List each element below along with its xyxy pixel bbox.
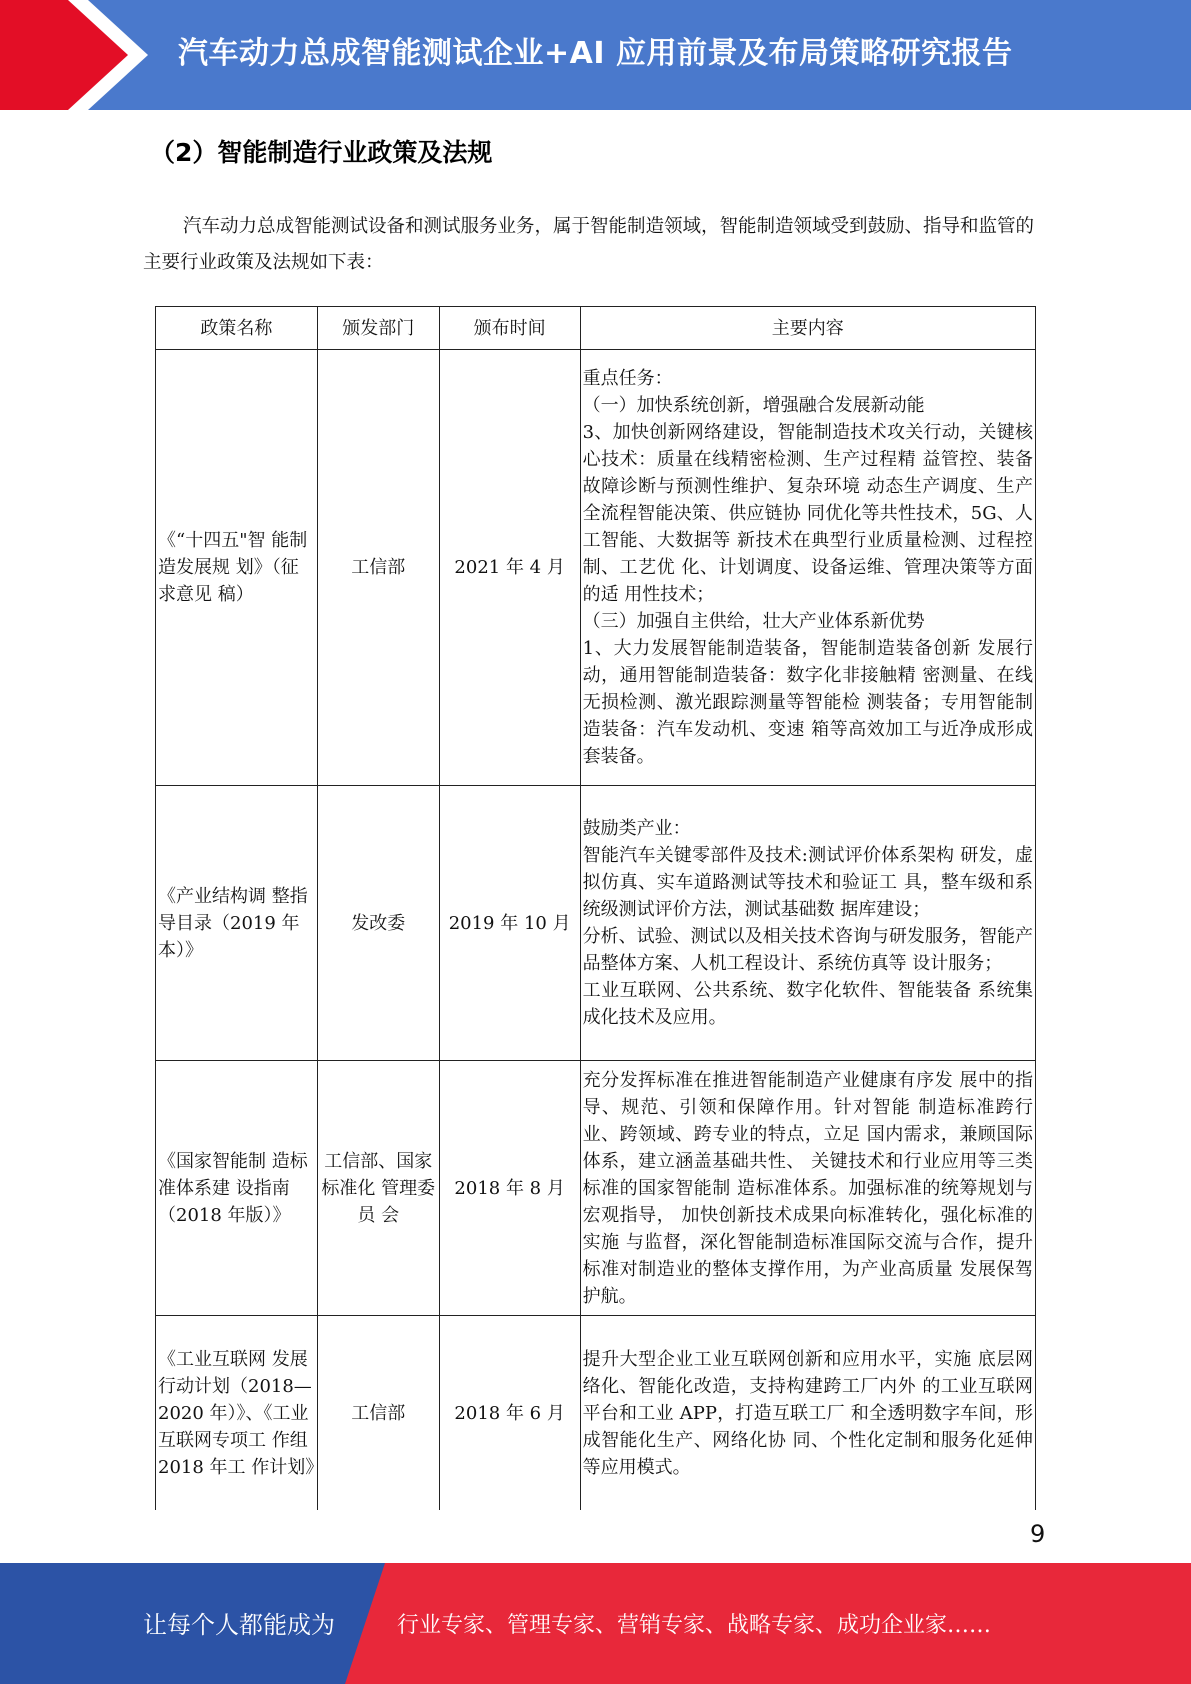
content-line: 智能汽车关键零部件及技术:测试评价体系架构 研发，虚拟仿真、实车道路测试等技术和验证工 具，整车级和系统级测试评价方法，测试基础数 据库建设；: [582, 845, 1033, 920]
policy-date: 2018 年 8 月: [439, 1061, 580, 1316]
report-title: 汽车动力总成智能测试企业+AI 应用前景及布局策略研究报告: [178, 36, 1013, 71]
policy-department: 工信部: [317, 1316, 439, 1511]
table-row: [156, 1316, 1036, 1511]
policy-date: 2021 年 4 月: [439, 350, 580, 786]
policy-department: 发改委: [317, 786, 439, 1061]
policy-table: [155, 306, 1036, 1510]
content-line: 1、大力发展智能制造装备，智能制造装备创新 发展行动，通用智能制造装备：数字化非接触精 密测量、在线无损检测、激光跟踪测量等智能检 测装备；专用智能制造装备：汽车发动机、变速 箱等高效加工与近净成形成套装备。: [582, 638, 1033, 767]
policy-content: [580, 786, 1035, 1061]
content-line: （三）加强自主供给，壮大产业体系新优势: [582, 611, 925, 632]
page-header: [0, 0, 1191, 110]
content-line: 提升大型企业工业互联网创新和应用水平，实施 底层网络化、智能化改造，支持构建跨工厂内外 的工业互联网平台和工业 APP，打造互联工厂 和全透明数字车间，形成智能化生产、网络化协 同、个性化定制和服务化延伸等应用模式。: [582, 1348, 1033, 1478]
content-line: （一）加快系统创新，增强融合发展新动能: [582, 395, 925, 416]
page-footer: [0, 1563, 1191, 1684]
content-line: 鼓励类产业：: [582, 818, 691, 839]
policy-department: 工信部: [317, 350, 439, 786]
policy-name: 《国家智能制 造标准体系建 设指南（2018 年版）》: [156, 1061, 318, 1316]
policy-content: [580, 1061, 1035, 1316]
table-row: [156, 786, 1036, 1061]
intro-paragraph: 汽车动力总成智能测试设备和测试服务业务，属于智能制造领域，智能制造领域受到鼓励、指导和监管的主要行业政策及法规如下表：: [143, 216, 1035, 273]
footer-slogan-left: 让每个人都能成为: [143, 1611, 335, 1639]
header-date: 颁布时间: [439, 307, 580, 350]
policy-content: [580, 1316, 1035, 1511]
page-number: 9: [1030, 1520, 1046, 1548]
policy-content: [580, 350, 1035, 786]
policy-name: 《产业结构调 整指导目录（2019 年本）》: [156, 786, 318, 1061]
section-title: （2）智能制造行业政策及法规: [150, 138, 493, 167]
table-header-row: [156, 307, 1036, 350]
content-line: 重点任务：: [582, 368, 673, 389]
header-policy-name: 政策名称: [156, 307, 318, 350]
content-line: 3、加快创新网络建设，智能制造技术攻关行动，关键核心技术：质量在线精密检测、生产过程精 益管控、装备故障诊断与预测性维护、复杂环境 动态生产调度、生产全流程智能决策、供应链协 同优化等共性技术，5G、人工智能、大数据等 新技术在典型行业质量检测、过程控制、工艺优 化、计划调度、设备运维、管理决策等方面的适 用性技术；: [582, 422, 1033, 605]
header-department: 颁发部门: [317, 307, 439, 350]
table-row: [156, 350, 1036, 786]
content-line: 工业互联网、公共系统、数字化软件、智能装备 系统集成化技术及应用。: [582, 980, 1033, 1028]
policy-date: 2018 年 6 月: [439, 1316, 580, 1511]
policy-name: 《工业互联网 发展行动计划（2018—2020 年）》、《工业互联网专项工 作组 2018 年工 作计划》: [156, 1316, 318, 1511]
content-line: 分析、试验、测试以及相关技术咨询与研发服务，智能产品整体方案、人机工程设计、系统仿真等 设计服务；: [582, 926, 1033, 974]
table-row: [156, 1061, 1036, 1316]
footer-slogan-right: 行业专家、管理专家、营销专家、战略专家、成功企业家……: [397, 1613, 992, 1638]
policy-name: 《“十四五"智 能制造发展规 划》（征求意见 稿）: [156, 350, 318, 786]
policy-department: 工信部、国家标准化 管理委员 会: [317, 1061, 439, 1316]
content-line: 充分发挥标准在推进智能制造产业健康有序发 展中的指导、规范、引领和保障作用。针对智能 制造标准跨行业、跨领域、跨专业的特点，立足 国内需求，兼顾国际体系，建立涵盖基础共性、 关键技术和行业应用等三类标准的国家智能制 造标准体系。加强标准的统筹规划与宏观指导， 加快创新技术成果向标准转化，强化标准的实施 与监督，深化智能制造标准国际交流与合作，提升标准对制造业的整体支撑作用，为产业高质量 发展保驾护航。: [582, 1069, 1033, 1307]
header-content: 主要内容: [580, 307, 1035, 350]
policy-date: 2019 年 10 月: [439, 786, 580, 1061]
header-arrow-decoration: [0, 0, 160, 110]
